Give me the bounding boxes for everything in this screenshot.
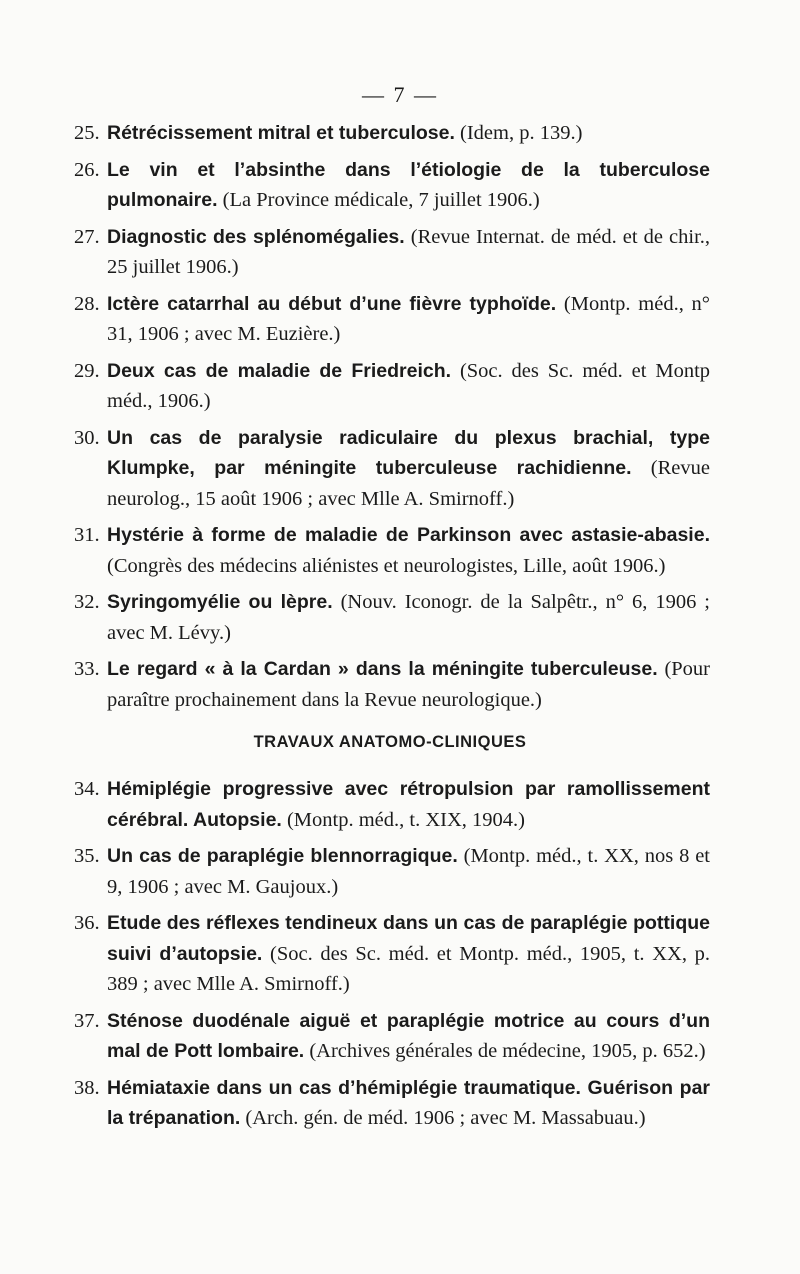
list-item — [70, 118, 710, 149]
entry-title: Un cas de paraplégie blennorragique. — [107, 845, 458, 867]
entry-title: Un cas de paralysie radiculaire du plexus brachial, type Klumpke, par méningite tuberculeuse rachidienne. — [107, 426, 710, 479]
entry-reference: (Arch. gén. de méd. 1906 ; avec M. Massabuau.) — [245, 1107, 646, 1129]
entry-number: 27. — [74, 225, 100, 248]
entry-reference: (Montp. méd., t. XIX, 1904.) — [286, 808, 525, 831]
entry-reference: (La Province médicale, 7 juillet 1906.) — [222, 189, 540, 211]
list-item — [70, 423, 710, 515]
entry-number: 26. — [74, 158, 100, 181]
entry-number: 25. — [74, 122, 100, 144]
entry-number: 30. — [74, 426, 100, 449]
bibliography-list — [70, 118, 710, 1140]
entry-title: Sténose duodénale aiguë et paraplégie motrice au cours d’un mal de Pott lombaire. — [107, 1009, 710, 1062]
list-item — [70, 222, 710, 283]
entry-title: Ictère catarrhal au début d’une fièvre typhoïde. — [107, 292, 557, 315]
entry-reference: (Congrès des médecins aliénistes et neurologistes, Lille, août 1906.) — [107, 554, 666, 577]
entry-number: 34. — [74, 778, 100, 800]
entry-reference: (Archives générales de médecine, 1905, p. 652.) — [309, 1040, 706, 1062]
entry-title: Le vin et l’absinthe dans l’étiologie de la tuberculose pulmonaire. — [107, 158, 710, 211]
entry-number: 37. — [74, 1009, 100, 1032]
entry-number: 35. — [74, 845, 100, 867]
list-item — [70, 356, 710, 417]
list-item — [70, 1073, 710, 1134]
entry-number: 28. — [74, 292, 100, 315]
entry-title: Hystérie à forme de maladie de Parkinson avec astasie-abasie. — [107, 524, 710, 546]
list-item — [70, 155, 710, 216]
list-item — [70, 908, 710, 1000]
entry-reference: (Revue Internat. de méd. et de chir., 25 juillet 1906.) — [107, 225, 711, 278]
entry-title: Deux cas de maladie de Friedreich. — [107, 359, 452, 382]
entry-reference: (Nouv. Iconogr. de la Salpêtr., n° 6, 1906 ; avec M. Lévy.) — [107, 591, 710, 644]
entry-title: Hémiplégie progressive avec rétropulsion par ramollissement cérébral. Autopsie. — [107, 778, 710, 831]
entry-number: 31. — [74, 524, 100, 546]
list-item — [70, 587, 710, 648]
entry-reference: (Montp. méd., t. XX, nos 8 et 9, 1906 ; avec M. Gaujoux.) — [107, 845, 711, 898]
list-item — [70, 841, 710, 902]
entry-reference: (Pour paraître prochainement dans la Revue neurologique.) — [107, 658, 710, 711]
entry-reference: (Montp. méd., n° 31, 1906 ; avec M. Euzière.) — [107, 292, 711, 345]
list-item — [70, 520, 710, 581]
list-item — [70, 654, 710, 715]
entry-reference: (Revue neurolog., 15 août 1906 ; avec Mlle A. Smirnoff.) — [107, 457, 710, 510]
entry-number: 38. — [74, 1076, 100, 1099]
entry-reference: (Soc. des Sc. méd. et Montp méd., 1906.) — [107, 359, 711, 412]
entry-number: 33. — [74, 658, 100, 680]
entry-title: Diagnostic des splénomégalies. — [107, 225, 405, 248]
list-item — [70, 774, 710, 835]
entry-title: Etude des réflexes tendineux dans un cas de paraplégie pottique suivi d’autopsie. — [107, 912, 710, 965]
list-item — [70, 289, 710, 350]
entry-number: 36. — [74, 912, 100, 934]
entry-title: Le regard « à la Cardan » dans la méningite tuberculeuse. — [107, 658, 658, 680]
list-item — [70, 1006, 710, 1067]
section-heading: TRAVAUX ANATOMO-CLINIQUES — [253, 733, 527, 751]
entry-number: 29. — [74, 359, 100, 382]
entry-reference: (Soc. des Sc. méd. et Montp. méd., 1905, t. XX, p. 389 ; avec Mlle A. Smirnoff.) — [107, 942, 710, 995]
entry-reference: (Idem, p. 139.) — [460, 122, 583, 144]
entry-title: Rétrécissement mitral et tuberculose. — [107, 122, 455, 144]
page-number: — 7 — — [362, 82, 438, 107]
entry-title: Syringomyélie ou lèpre. — [107, 591, 333, 613]
entry-title: Hémiataxie dans un cas d’hémiplégie traumatique. Guérison par la trépanation. — [107, 1076, 710, 1129]
entry-number: 32. — [74, 591, 100, 613]
